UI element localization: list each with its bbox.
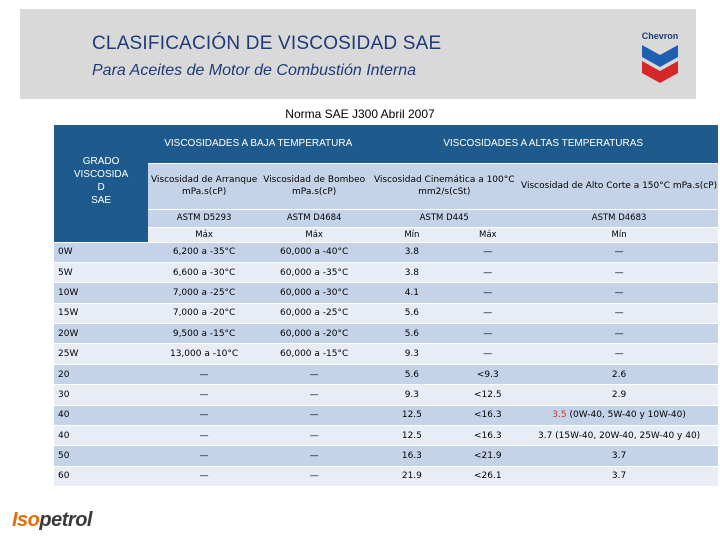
arranque-cell: — [148,364,260,384]
bombeo-cell: 60,000 a -30°C [260,283,368,303]
cin-max-cell: — [455,242,520,262]
table-row [54,426,718,446]
bombeo-cell: — [260,446,368,466]
table-row [54,405,718,425]
bombeo-cell: — [260,364,368,384]
cin-max-cell: <21.9 [455,446,520,466]
table-row [54,466,718,486]
isopetrol-logo-prefix: Iso [12,509,40,531]
table-row [54,283,718,303]
table-row [54,344,718,364]
alto-corte-cell: — [520,324,718,344]
arranque-cell: — [148,466,260,486]
grade-cell: 0W [54,242,148,262]
alto-corte-cell: 2.9 [520,385,718,405]
table-row [54,364,718,384]
table-row [54,303,718,323]
astm-arranque: ASTM D5293 [148,209,260,227]
cin-max-cell: <12.5 [455,385,520,405]
page-title: CLASIFICACIÓN DE VISCOSIDAD SAE [92,33,442,54]
bombeo-cell: 60,000 a -40°C [260,242,368,262]
arranque-cell: 6,600 a -30°C [148,262,260,282]
grade-cell: 10W [54,283,148,303]
grade-cell: 20 [54,364,148,384]
alto-corte-cell: 3.7 (15W-40, 20W-40, 25W-40 y 40) [520,426,718,446]
bombeo-cell: — [260,385,368,405]
minmax-arranque: Máx [148,227,260,242]
alto-corte-cell: — [520,303,718,323]
cin-min-cell: 4.1 [368,283,455,303]
cin-max-cell: — [455,344,520,364]
cin-max-cell: <16.3 [455,405,520,425]
grade-header: GRADO VISCOSIDA D SAE [54,125,148,242]
table-row [54,324,718,344]
grade-cell: 40 [54,426,148,446]
arranque-cell: — [148,426,260,446]
alto-corte-cell: — [520,242,718,262]
table-row [54,385,718,405]
viscosity-table [54,125,718,487]
alto-corte-highlight: 3.5 [552,410,567,421]
low-temp-header: VISCOSIDADES A BAJA TEMPERATURA [148,125,368,163]
arranque-cell: 6,200 a -35°C [148,242,260,262]
bombeo-cell: 60,000 a -15°C [260,344,368,364]
grade-cell: 60 [54,466,148,486]
grade-cell: 40 [54,405,148,425]
alto-corte-note: (0W-40, 5W-40 y 10W-40) [566,410,686,421]
cin-min-cell: 3.8 [368,242,455,262]
cin-max-cell: <16.3 [455,426,520,446]
cin-min-cell: 5.6 [368,303,455,323]
cin-min-cell: 12.5 [368,426,455,446]
table-row [54,262,718,282]
cin-min-cell: 3.8 [368,262,455,282]
col-header-alto-corte: Viscosidad de Alto Corte a 150°C mPa.s(cP) [520,163,718,209]
col-header-bombeo: Viscosidad de Bombeo mPa.s(cP) [260,163,368,209]
grade-cell: 20W [54,324,148,344]
alto-corte-cell: — [520,283,718,303]
bombeo-cell: 60,000 a -20°C [260,324,368,344]
cin-min-cell: 21.9 [368,466,455,486]
page-subtitle: Para Aceites de Motor de Combustión Interna [92,62,417,79]
table-row [54,446,718,466]
minmax-cin-min: Mín [368,227,455,242]
cin-min-cell: 9.3 [368,385,455,405]
bombeo-cell: — [260,405,368,425]
high-temp-header: VISCOSIDADES A ALTAS TEMPERATURAS [368,125,718,163]
astm-alto-corte: ASTM D4683 [520,209,718,227]
col-header-cinematica: Viscosidad Cinemática a 100°C mm2/s(cSt) [368,163,520,209]
col-header-arranque: Viscosidad de Arranque mPa.s(cP) [148,163,260,209]
grade-cell: 50 [54,446,148,466]
grade-cell: 15W [54,303,148,323]
minmax-cin-max: Máx [455,227,520,242]
arranque-cell: — [148,405,260,425]
cin-max-cell: — [455,324,520,344]
cin-max-cell: — [455,283,520,303]
isopetrol-logo-suffix: petrol [39,509,92,531]
cin-min-cell: 9.3 [368,344,455,364]
chevron-logo [634,29,686,89]
alto-corte-cell: — [520,262,718,282]
alto-corte-cell [520,405,718,425]
cin-max-cell: — [455,303,520,323]
title-banner [20,9,696,99]
alto-corte-cell: 3.7 [520,466,718,486]
minmax-alto-corte: Mín [520,227,718,242]
astm-cinematica: ASTM D445 [368,209,520,227]
bombeo-cell: 60,000 a -35°C [260,262,368,282]
minmax-bombeo: Máx [260,227,368,242]
arranque-cell: 13,000 a -10°C [148,344,260,364]
alto-corte-cell: 2.6 [520,364,718,384]
cin-max-cell: <26.1 [455,466,520,486]
bombeo-cell: — [260,426,368,446]
grade-cell: 30 [54,385,148,405]
astm-bombeo: ASTM D4684 [260,209,368,227]
cin-min-cell: 5.6 [368,364,455,384]
isopetrol-logo [12,509,92,532]
arranque-cell: — [148,385,260,405]
table-row [54,242,718,262]
chevron-logo-text: Chevron [641,31,679,41]
cin-min-cell: 5.6 [368,324,455,344]
bombeo-cell: — [260,466,368,486]
standard-caption: Norma SAE J300 Abril 2007 [285,107,435,121]
arranque-cell: — [148,446,260,466]
arranque-cell: 7,000 a -20°C [148,303,260,323]
cin-min-cell: 12.5 [368,405,455,425]
grade-cell: 5W [54,262,148,282]
arranque-cell: 7,000 a -25°C [148,283,260,303]
cin-max-cell: <9.3 [455,364,520,384]
arranque-cell: 9,500 a -15°C [148,324,260,344]
alto-corte-cell: — [520,344,718,364]
bombeo-cell: 60,000 a -25°C [260,303,368,323]
alto-corte-cell: 3.7 [520,446,718,466]
cin-min-cell: 16.3 [368,446,455,466]
cin-max-cell: — [455,262,520,282]
grade-cell: 25W [54,344,148,364]
